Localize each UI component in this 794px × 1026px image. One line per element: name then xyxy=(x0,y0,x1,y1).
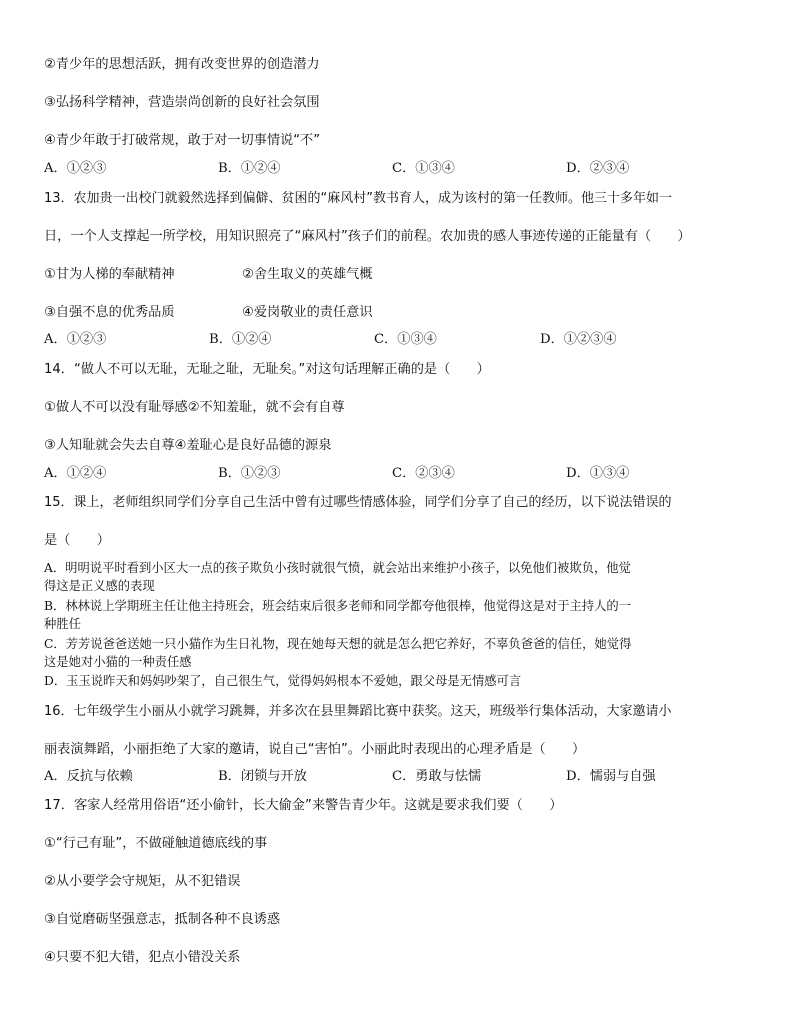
statement-2: ②青少年的思想活跃，拥有改变世界的创造潜力 xyxy=(44,57,320,72)
q16-option-a[interactable]: A．反抗与依赖 xyxy=(44,769,133,784)
q17-statement-1: ①“行己有耻”，不做碰触道德底线的事 xyxy=(44,836,268,851)
q15-option-c-line1[interactable]: C．芳芳说爸爸送她一只小猫作为生日礼物，现在她每天想的就是怎么把它养好，不辜负爸爸的信任，她觉得 xyxy=(44,637,632,651)
q13-option-a[interactable]: A．①②③ xyxy=(44,332,107,347)
q14-option-c[interactable]: C．②③④ xyxy=(392,466,455,481)
q15-option-b-line2: 种胜任 xyxy=(44,617,81,631)
q12-option-c[interactable]: C．①③④ xyxy=(392,161,455,176)
q13-statement-1: ①甘为人梯的奉献精神 xyxy=(44,267,175,282)
q13-stem-line2: 日，一个人支撑起一所学校，用知识照亮了“麻风村”孩子们的前程。农加贵的感人事迹传递的正能量有（ ） xyxy=(44,229,691,244)
q17-statement-2: ②从小要学会守规矩，从不犯错误 xyxy=(44,874,241,889)
q16-option-c[interactable]: C．勇敢与怯懦 xyxy=(392,769,482,784)
q14-statements-line1: ①做人不可以没有耻辱感②不知羞耻，就不会有自尊 xyxy=(44,400,345,415)
q13-statement-2: ②舍生取义的英雄气概 xyxy=(242,267,373,282)
q14-stem: 14．“做人不可以无耻，无耻之耻，无耻矣。”对这句话理解正确的是（ ） xyxy=(44,362,490,377)
q15-stem-line1: 15．课上，老师组织同学们分享自己生活中曾有过哪些情感体验，同学们分享了自己的经历，以下说法错误的 xyxy=(44,495,672,510)
q13-statement-3: ③自强不息的优秀品质 xyxy=(44,305,175,320)
q15-stem-line2: 是（ ） xyxy=(44,533,110,548)
q15-option-c-line2: 这是她对小猫的一种责任感 xyxy=(44,655,192,669)
q13-statement-4: ④爱岗敬业的责任意识 xyxy=(242,305,373,320)
q13-option-d[interactable]: D．①②③④ xyxy=(540,332,617,347)
q13-stem-line1: 13．农加贵一出校门就毅然选择到偏僻、贫困的“麻风村”教书育人，成为该村的第一任教师。他三十多年如一 xyxy=(44,191,673,206)
q17-statement-4: ④只要不犯大错，犯点小错没关系 xyxy=(44,950,241,965)
q16-stem-line1: 16．七年级学生小丽从小就学习跳舞，并多次在县里舞蹈比赛中获奖。这天，班级举行集体活动，大家邀请小 xyxy=(44,704,672,719)
q15-option-d[interactable]: D．玉玉说昨天和妈妈吵架了，自己很生气，觉得妈妈根本不爱她，跟父母是无情感可言 xyxy=(44,674,522,688)
q14-option-d[interactable]: D．①③④ xyxy=(566,466,630,481)
q13-option-c[interactable]: C．①③④ xyxy=(374,332,437,347)
q15-option-b-line1[interactable]: B．林林说上学期班主任让他主持班会，班会结束后很多老师和同学都夸他很棒，他觉得这是对于主持人的一 xyxy=(44,599,631,613)
q16-option-d[interactable]: D．懦弱与自强 xyxy=(566,769,656,784)
q12-option-d[interactable]: D．②③④ xyxy=(566,161,630,176)
q14-option-b[interactable]: B．①②③ xyxy=(218,466,281,481)
q16-option-b[interactable]: B．闭锁与开放 xyxy=(218,769,307,784)
q13-option-b[interactable]: B．①②④ xyxy=(209,332,272,347)
q14-option-a[interactable]: A．①②④ xyxy=(44,466,107,481)
q12-option-a[interactable]: A．①②③ xyxy=(44,161,107,176)
q17-statement-3: ③自觉磨砺坚强意志，抵制各种不良诱惑 xyxy=(44,912,281,927)
q12-option-b[interactable]: B．①②④ xyxy=(218,161,281,176)
q16-stem-line2: 丽表演舞蹈，小丽拒绝了大家的邀请，说自己“害怕”。小丽此时表现出的心理矛盾是（ ） xyxy=(44,742,586,757)
q14-statements-line2: ③人知耻就会失去自尊④羞耻心是良好品德的源泉 xyxy=(44,438,332,453)
statement-3: ③弘扬科学精神，营造崇尚创新的良好社会氛围 xyxy=(44,95,320,110)
q15-option-a-line1[interactable]: A．明明说平时看到小区大一点的孩子欺负小孩时就很气愤，就会站出来维护小孩子，以免他们被欺负，他觉 xyxy=(44,561,631,575)
statement-4: ④青少年敢于打破常规，敢于对一切事情说“不” xyxy=(44,133,321,148)
q15-option-a-line2: 得这是正义感的表现 xyxy=(44,579,155,593)
q17-stem: 17．客家人经常用俗语“还小偷针，长大偷金”来警告青少年。这就是要求我们要（ ） xyxy=(44,798,563,813)
